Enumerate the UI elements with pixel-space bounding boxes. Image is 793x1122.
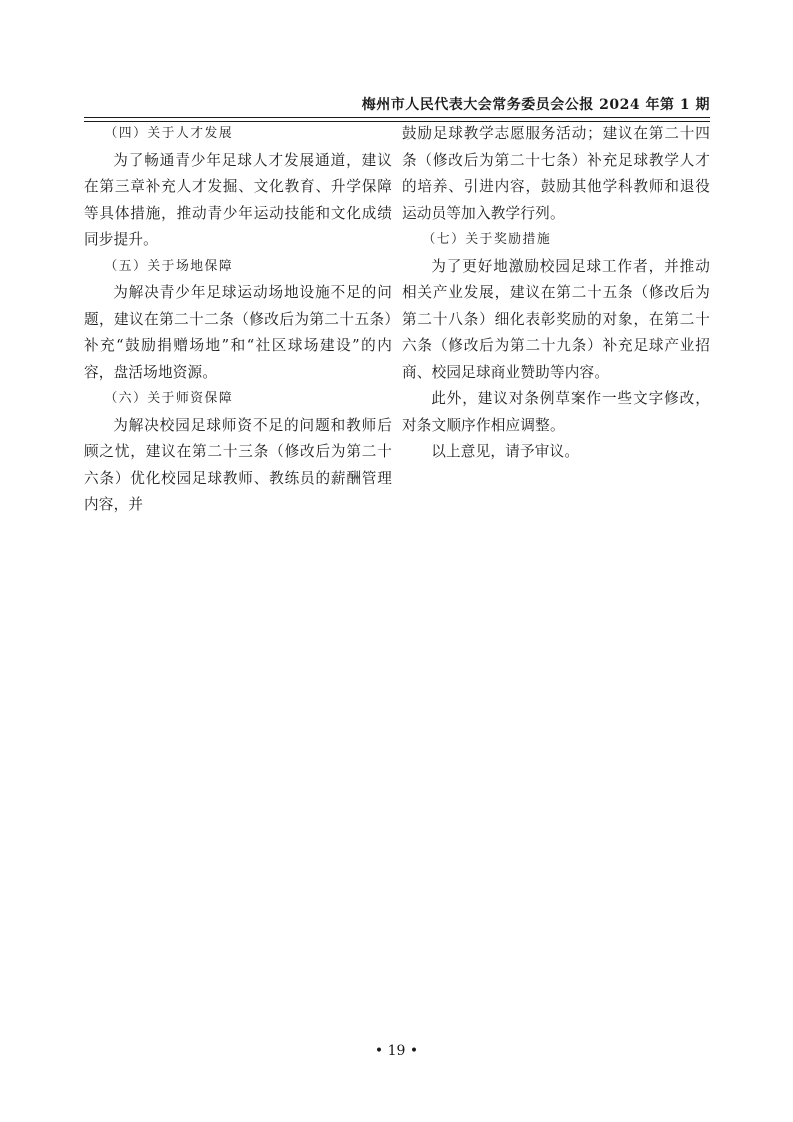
paragraph-closing: 以上意见，请予审议。 bbox=[431, 443, 580, 460]
paragraph-text-revisions: 此外，建议对条例草案作一些文字修改，对条文顺序作相应调整。 bbox=[402, 390, 710, 434]
section-heading-talent: （四）关于人才发展 bbox=[104, 126, 234, 141]
page-header: 梅州市人民代表大会常务委员会公报 2024 年第 1 期 bbox=[361, 97, 710, 113]
page-number: • 19 • bbox=[374, 1043, 419, 1059]
right-column bbox=[402, 121, 710, 466]
section-heading-teachers: （六）关于师资保障 bbox=[104, 391, 234, 406]
section-heading-venue: （五）关于场地保障 bbox=[104, 258, 234, 274]
paragraph-rewards: 为了更好地激励校园足球工作者，并推动相关产业发展，建议在第二十五条（修改后为第二十八条）细化表彰奖励的对象，在第二十六条（修改后为第二十九条）补充足球产业招商、校园足球商业赞助等内容。 bbox=[402, 257, 710, 381]
paragraph-venue: 为解决青少年足球运动场地设施不足的问题，建议在第二十二条（修改后为第二十五条）补充“鼓励捐赠场地”和“社区球场建设”的内容，盘活场地资源。 bbox=[84, 284, 392, 381]
header-rule-thick bbox=[84, 117, 710, 118]
paragraph-teachers: 为解决校园足球师资不足的问题和教师后顾之忧，建议在第二十三条（修改后为第二十六条）优化校园足球教师、教练员的薪酬管理内容，并 bbox=[84, 416, 392, 513]
section-heading-rewards: （七）关于奖励措施 bbox=[422, 232, 552, 247]
paragraph-teachers-continued: 鼓励足球教学志愿服务活动；建议在第二十四条（修改后为第二十七条）补充足球教学人才的培养、引进内容，鼓励其他学科教师和退役运动员等加入教学行列。 bbox=[402, 125, 710, 222]
left-column bbox=[84, 121, 392, 519]
paragraph-talent: 为了畅通青少年足球人才发展通道，建议在第三章补充人才发掘、文化教育、升学保障等具体措施，推动青少年运动技能和文化成绩同步提升。 bbox=[84, 151, 392, 248]
